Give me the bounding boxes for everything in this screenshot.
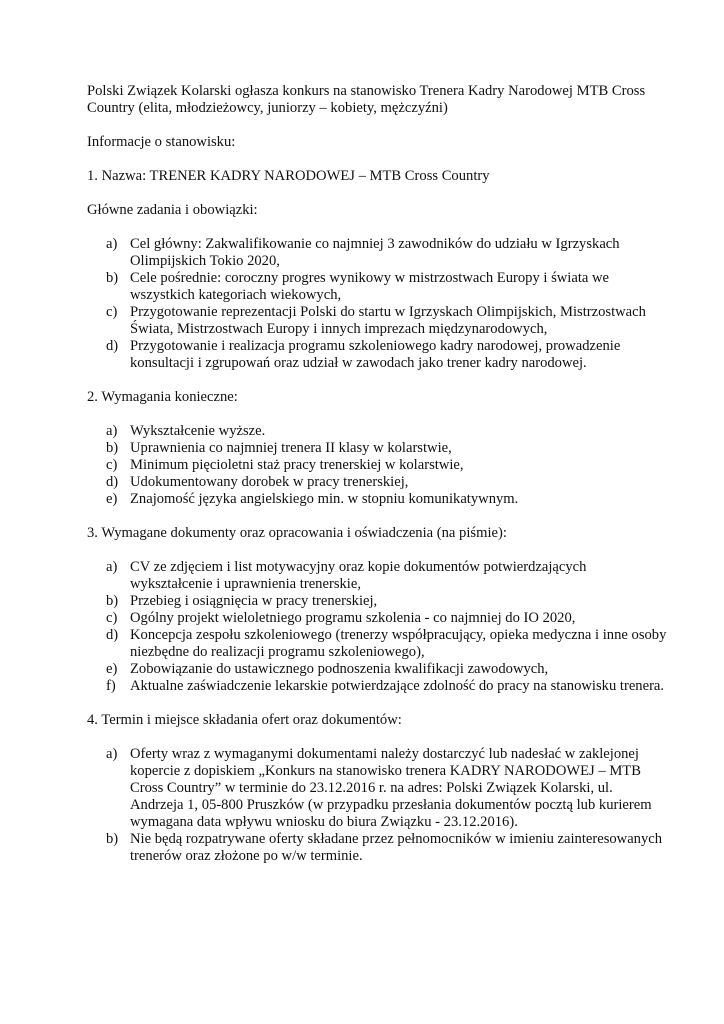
list-marker: e): [106, 661, 118, 677]
section-3-title: 3. Wymagane dokumenty oraz opracowania i oświadczenia (na piśmie):: [87, 525, 507, 541]
list-item: [106, 593, 667, 610]
list-marker: c): [106, 610, 118, 626]
list-marker: c): [106, 304, 118, 320]
list-item-text: Przebieg i osiągnięcia w pracy trenerskiej,: [130, 593, 378, 609]
list-marker: a): [106, 559, 118, 575]
list-item: [106, 610, 667, 627]
list-item: [106, 661, 667, 678]
list-marker: d): [106, 338, 119, 354]
document-page: [87, 83, 667, 882]
list-item-text: Ogólny projekt wieloletniego programu szkolenia - co najmniej do IO 2020,: [130, 610, 576, 626]
info-heading: Informacje o stanowisku:: [87, 134, 236, 150]
list-item-text: Nie będą rozpatrywane oferty składane przez pełnomocników w imieniu zainteresowanych trenerów oraz złożone po w/w terminie.: [130, 831, 663, 864]
list-item-text: Przygotowanie i realizacja programu szkoleniowego kadry narodowej, prowadzenie konsultacji i zgrupowań oraz udział w zawodach jako trener kadry narodowej.: [130, 338, 621, 371]
list-marker: a): [106, 423, 118, 439]
section-1-subheading: Główne zadania i obowiązki:: [87, 202, 258, 218]
list-item-text: Minimum pięcioletni staż pracy trenerskiej w kolarstwie,: [130, 457, 464, 473]
list-marker: a): [106, 746, 118, 762]
list-item-text: Cele pośrednie: coroczny progres wynikowy w mistrzostwach Europy i świata we wszystkich kategoriach wiekowych,: [130, 270, 610, 303]
list-item-text: Oferty wraz z wymaganymi dokumentami należy dostarczyć lub nadesłać w zaklejonej kopercie z dopiskiem „Konkurs na stanowisko trenera KADRY NARODOWEJ – MTB Cross Country” w terminie do 23.12.2016 r. na adres: Polski Związek Kolarski, ul. Andrzeja 1, 05-800 Pruszków (w przypadku przesłania dokumentów pocztą lub kurierem wymagana data wpływu wniosku do biura Związku - 23.12.2016).: [130, 746, 652, 830]
list-item: [106, 831, 667, 865]
list-item-text: Zobowiązanie do ustawicznego podnoszenia kwalifikacji zawodowych,: [130, 661, 549, 677]
list-item: [106, 338, 667, 372]
list-item-text: Aktualne zaświadczenie lekarskie potwierdzające zdolność do pracy na stanowisku trenera.: [130, 678, 665, 694]
list-marker: e): [106, 491, 118, 507]
list-item: [106, 440, 667, 457]
list-item-text: CV ze zdjęciem i list motywacyjny oraz kopie dokumentów potwierdzających wykształcenie i uprawnienia trenerskie,: [130, 559, 587, 592]
list-marker: b): [106, 270, 119, 286]
list-item: [106, 457, 667, 474]
list-item-text: Uprawnienia co najmniej trenera II klasy w kolarstwie,: [130, 440, 452, 456]
section-3-list: [87, 559, 667, 695]
list-item-text: Koncepcja zespołu szkoleniowego (trenerzy współpracujący, opieka medyczna i inne osoby niezbędne do realizacji programu szkoleniowego),: [130, 627, 667, 660]
section-1-list: [87, 236, 667, 372]
section-2-list: [87, 423, 667, 508]
list-marker: b): [106, 831, 119, 847]
list-item-text: Wykształcenie wyższe.: [130, 423, 266, 439]
list-item: [106, 559, 667, 593]
list-item: [106, 491, 667, 508]
section-2-title: 2. Wymagania konieczne:: [87, 389, 238, 405]
list-item: [106, 236, 667, 270]
list-item-text: Udokumentowany dorobek w pracy trenerskiej,: [130, 474, 409, 490]
list-item: [106, 423, 667, 440]
section-1-title: 1. Nazwa: TRENER KADRY NARODOWEJ – MTB Cross Country: [87, 168, 490, 184]
list-item-text: Przygotowanie reprezentacji Polski do startu w Igrzyskach Olimpijskich, Mistrzostwach Świata, Mistrzostwach Europy i innych imprezach międzynarodowych,: [130, 304, 646, 337]
list-marker: f): [106, 678, 116, 694]
list-marker: b): [106, 440, 119, 456]
intro-paragraph: Polski Związek Kolarski ogłasza konkurs na stanowisko Trenera Kadry Narodowej MTB Cross Country (elita, młodzieżowcy, juniorzy – kobiety, mężczyźni): [87, 83, 646, 116]
list-item: [106, 746, 667, 831]
list-marker: d): [106, 474, 119, 490]
list-marker: a): [106, 236, 118, 252]
list-marker: c): [106, 457, 118, 473]
list-item: [106, 304, 667, 338]
list-marker: b): [106, 593, 119, 609]
section-4-list: [87, 746, 667, 865]
list-item: [106, 678, 667, 695]
list-item-text: Znajomość języka angielskiego min. w stopniu komunikatywnym.: [130, 491, 519, 507]
list-marker: d): [106, 627, 119, 643]
section-4-title: 4. Termin i miejsce składania ofert oraz dokumentów:: [87, 712, 402, 728]
list-item: [106, 474, 667, 491]
list-item: [106, 627, 667, 661]
list-item-text: Cel główny: Zakwalifikowanie co najmniej 3 zawodników do udziału w Igrzyskach Olimpijskich Tokio 2020,: [130, 236, 620, 269]
list-item: [106, 270, 667, 304]
